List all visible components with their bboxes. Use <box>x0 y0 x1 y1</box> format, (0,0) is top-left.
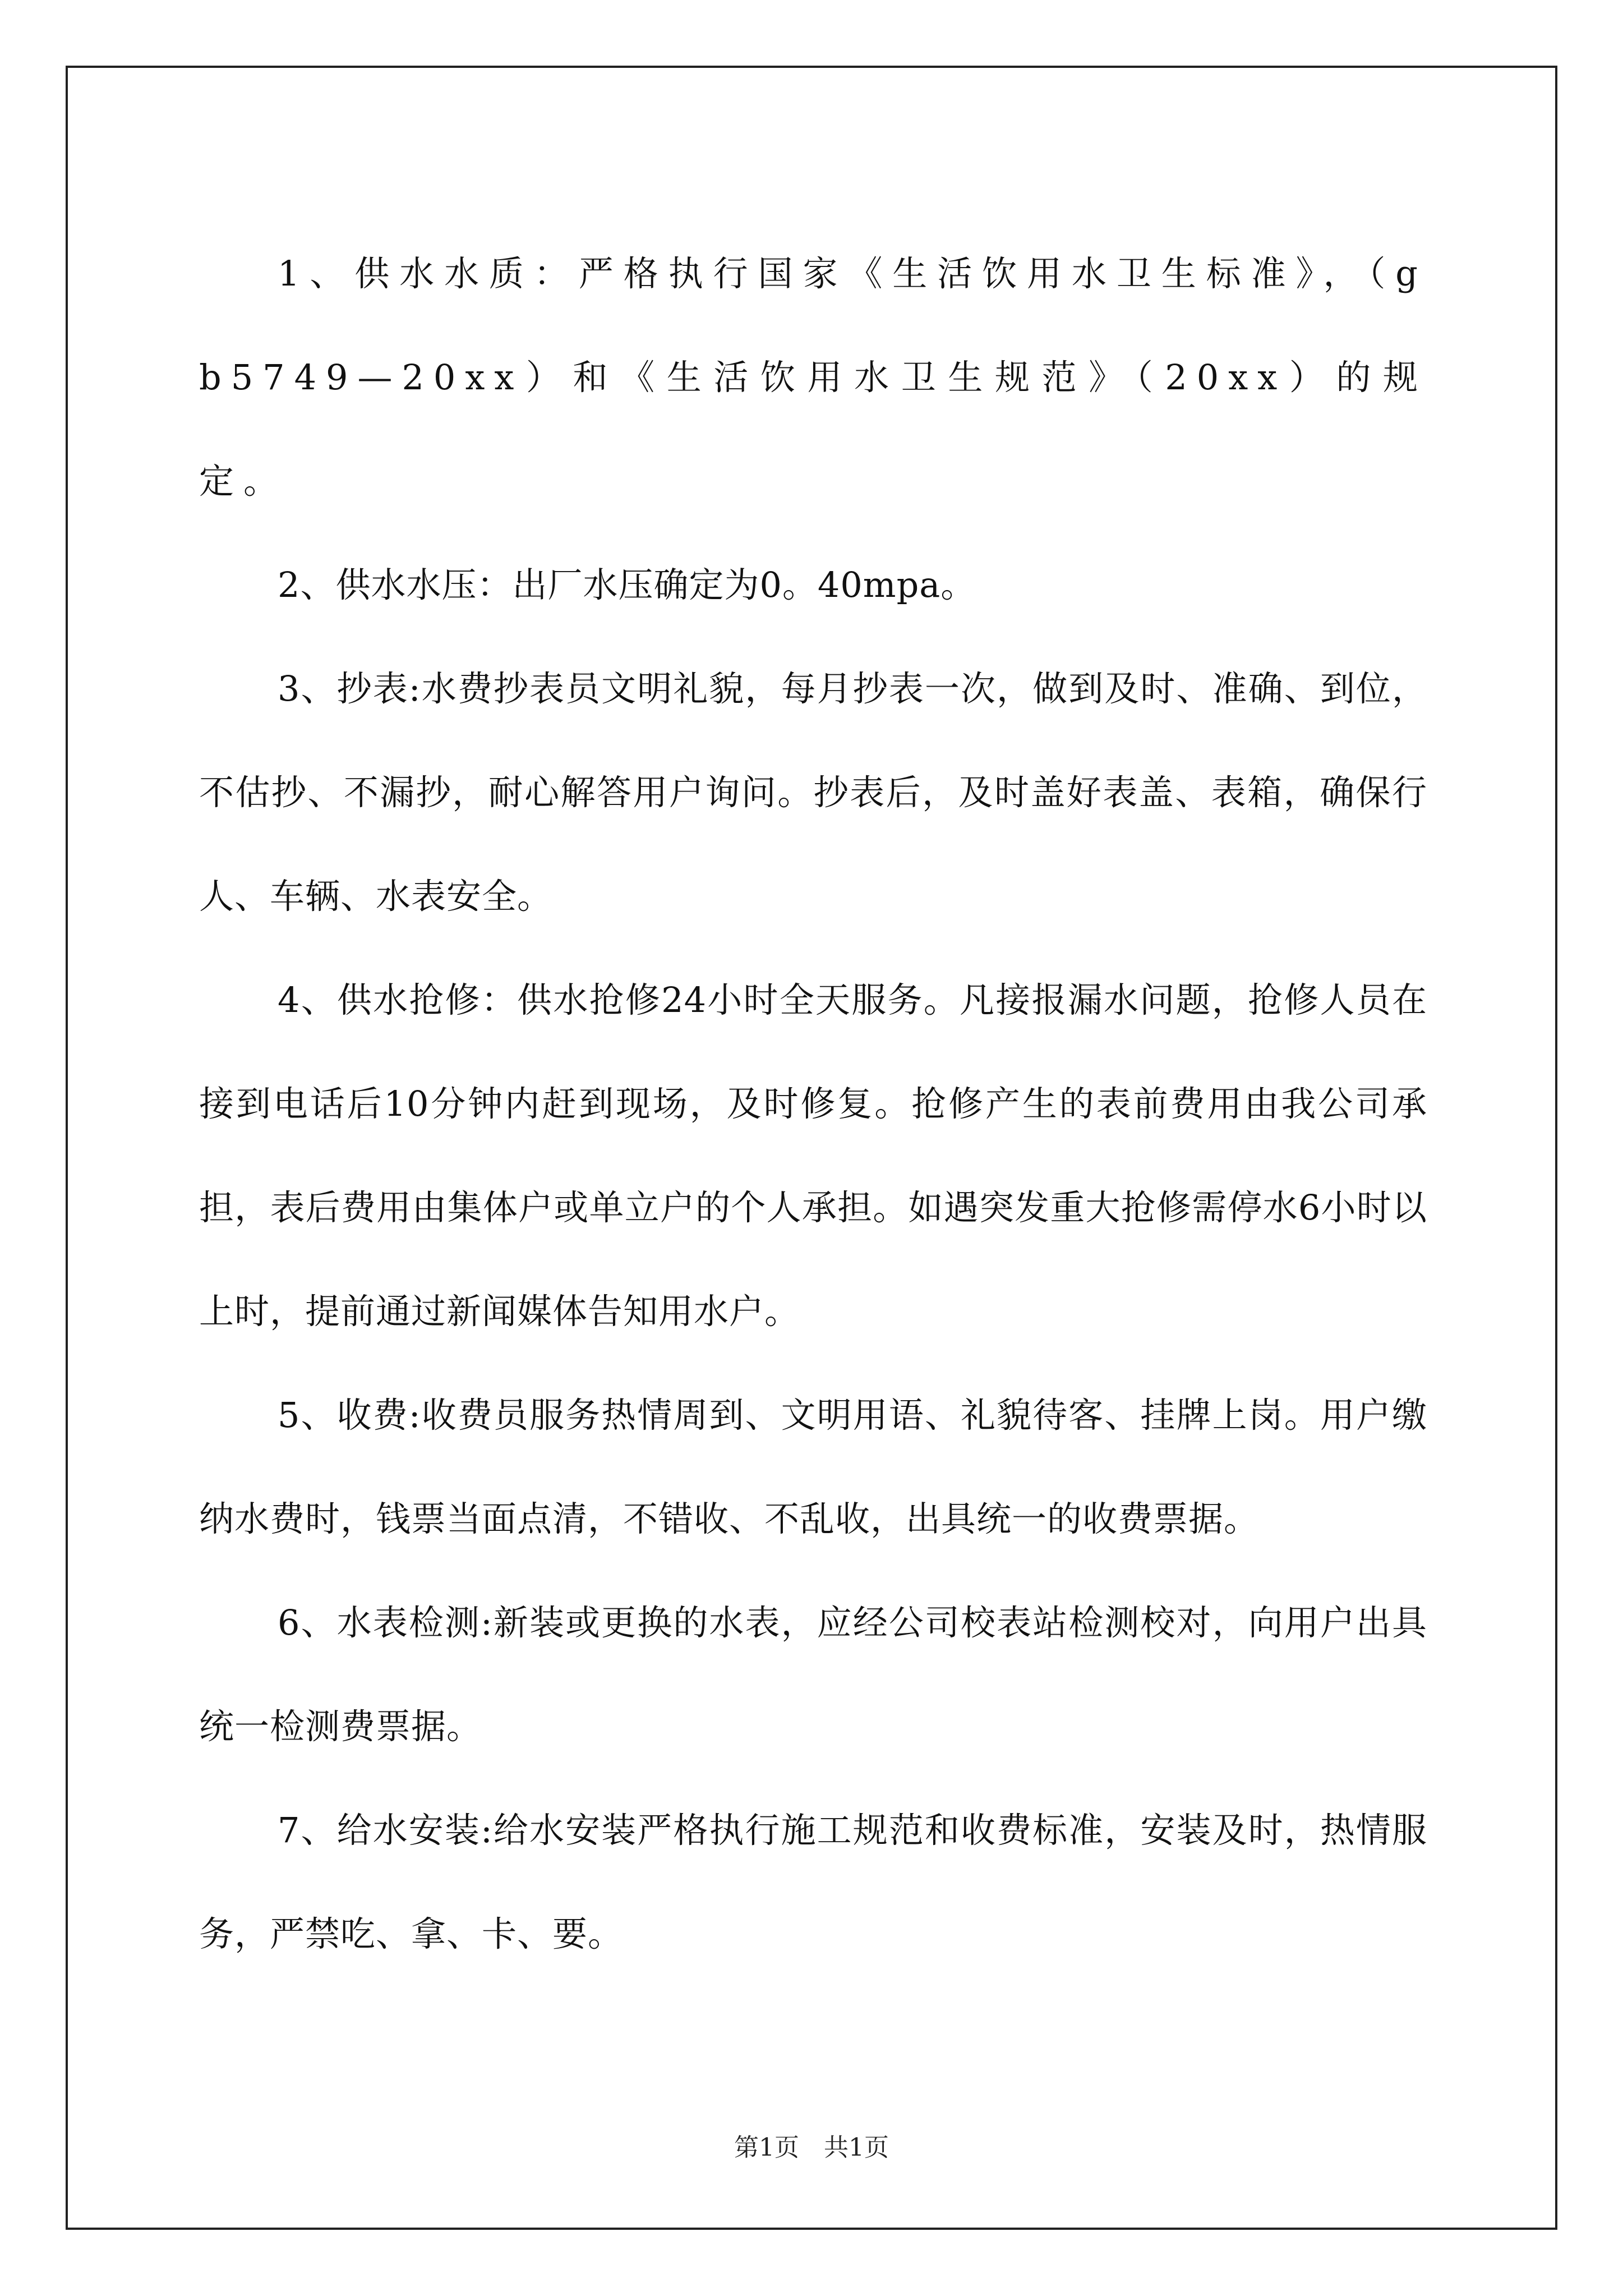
paragraph-meter-reading: 3、抄表:水费抄表员文明礼貌，每月抄表一次，做到及时、准确、到位，不估抄、不漏抄，耐心解答用户询问。抄表后，及时盖好表盖、表箱，确保行人、车辆、水表安全。 <box>199 668 1427 917</box>
document-body <box>199 222 1427 1986</box>
page-number-footer: 第1页 共1页 <box>734 2133 889 2162</box>
paragraph-installation: 7、给水安装:给水安装严格执行施工规范和收费标准，安装及时，热情服务，严禁吃、拿、卡、要。 <box>199 1810 1427 1954</box>
paragraph-water-pressure: 2、供水水压：出厂水压确定为0。40mpa。 <box>278 564 976 605</box>
paragraph-billing: 5、收费:收费员服务热情周到、文明用语、礼貌待客、挂牌上岗。用户缴纳水费时，钱票当面点清，不错收、不乱收，出具统一的收费票据。 <box>199 1395 1427 1539</box>
paragraph-meter-testing: 6、水表检测:新装或更换的水表，应经公司校表站检测校对，向用户出具统一检测费票据。 <box>199 1602 1427 1747</box>
paragraph-water-quality: 1、供水水质：严格执行国家《生活饮用水卫生标准》，（gb5749—20xx）和《生活饮用水卫生规范》（20xx）的规定。 <box>199 253 1427 501</box>
paragraph-emergency-repair: 4、供水抢修：供水抢修24小时全天服务。凡接报漏水问题，抢修人员在接到电话后10分钟内赶到现场，及时修复。抢修产生的表前费用由我公司承担，表后费用由集体户或单立户的个人承担。如遇突发重大抢修需停水6小时以上时，提前通过新闻媒体告知用水户。 <box>199 979 1427 1332</box>
